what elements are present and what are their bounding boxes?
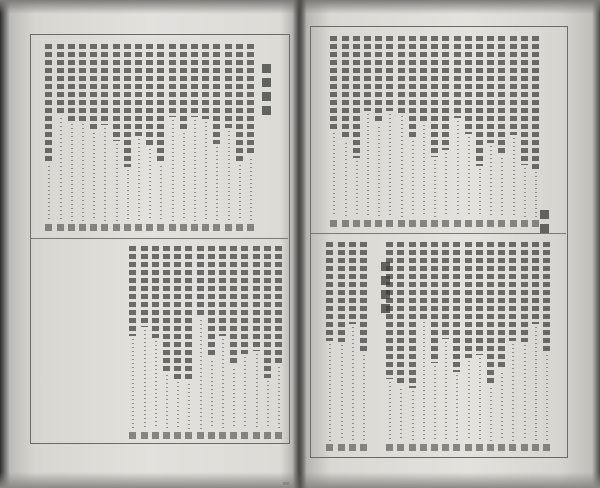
- left-upper-entry-text: [213, 44, 220, 144]
- right-upper-entry: [465, 36, 473, 228]
- right-lower-a-entry: [431, 242, 439, 452]
- right-upper-entry-leader: [445, 153, 447, 217]
- left-upper-entry-text: [57, 44, 64, 115]
- left-lower-entry-page: [163, 432, 170, 439]
- left-upper-entry-leader: [239, 165, 241, 221]
- right-upper-entry: [442, 36, 450, 228]
- right-divider: [310, 233, 566, 234]
- left-lower-entry-leader: [200, 320, 202, 429]
- right-upper-entry-text: [454, 36, 461, 118]
- right-lower-a-entry: [487, 242, 495, 452]
- left-upper-entry-leader: [149, 149, 151, 221]
- right-lower-a-entry-text: [409, 242, 416, 388]
- right-upper-entry-leader: [513, 138, 515, 217]
- left-upper-entry-leader: [60, 118, 62, 221]
- left-upper-entry: [247, 44, 255, 232]
- left-lower-entry-text: [219, 246, 226, 336]
- right-upper-entry-leader: [378, 127, 380, 217]
- right-lower-a-entry-page: [476, 444, 483, 451]
- left-upper-entry-page: [124, 224, 131, 231]
- right-lower-a-entry-page: [386, 444, 393, 451]
- left-upper-entry-leader: [93, 133, 95, 221]
- left-upper-entry-text: [90, 44, 97, 130]
- left-lower-entry-text: [152, 246, 159, 338]
- left-lower-entry-page: [152, 432, 159, 439]
- left-upper-entry-text: [79, 44, 86, 121]
- right-lower-a-entry: [386, 242, 394, 452]
- left-lower-entry-page: [275, 432, 282, 439]
- left-lower-entry-leader: [132, 339, 134, 429]
- right-upper-entry: [398, 36, 406, 228]
- right-lower-b-entry-page: [338, 444, 345, 451]
- right-lower-a-entry: [521, 242, 529, 452]
- right-upper-entry: [510, 36, 518, 228]
- right-lower-a-entry: [543, 242, 551, 452]
- right-lower-a-entry-text: [476, 242, 483, 355]
- right-upper-entry-page: [442, 220, 449, 227]
- right-upper-entry-text: [353, 36, 360, 158]
- left-upper-entry-page: [236, 224, 243, 231]
- left-divider: [30, 238, 288, 239]
- right-lower-a-entry-page: [409, 444, 416, 451]
- left-lower-entry-page: [185, 432, 192, 439]
- right-upper-entry: [487, 36, 495, 228]
- right-lower-a-entry-leader: [501, 373, 503, 441]
- left-lower-entry-text: [141, 246, 148, 327]
- left-upper-entry: [124, 44, 132, 232]
- heading-glyph: [381, 290, 390, 299]
- right-lower-a-entry-page: [509, 444, 516, 451]
- right-lower-a-entry: [509, 242, 517, 452]
- right-upper-entry-text: [465, 36, 472, 134]
- left-lower-entry-text: [241, 246, 248, 354]
- left-lower-entry-page: [141, 432, 148, 439]
- right-lower-a-entry-text: [509, 242, 516, 341]
- right-lower-a-entry-page: [442, 444, 449, 451]
- left-lower-entry-leader: [188, 384, 190, 429]
- left-lower-entry-text: [185, 246, 192, 381]
- left-upper-entry-page: [146, 224, 153, 231]
- right-upper-entry-text: [342, 36, 349, 140]
- left-upper-entry: [90, 44, 98, 232]
- left-lower-entry-leader: [244, 357, 246, 429]
- left-lower-entry-text: [208, 246, 215, 358]
- left-lower-entry: [208, 246, 216, 440]
- right-lower-a-entry: [465, 242, 473, 452]
- left-upper-entry-text: [124, 44, 131, 167]
- left-upper-entry-page: [135, 224, 142, 231]
- left-upper-entry-leader: [138, 139, 140, 221]
- left-upper-entry-page: [191, 224, 198, 231]
- left-lower-entry-leader: [278, 367, 280, 429]
- right-upper-entry: [342, 36, 350, 228]
- left-lower-entry: [129, 246, 137, 440]
- right-lower-a-entry: [498, 242, 506, 452]
- right-upper-entry: [353, 36, 361, 228]
- right-upper-entry-text: [364, 36, 371, 111]
- right-lower-b-entry-text: [360, 242, 367, 352]
- heading-glyph: [540, 210, 549, 219]
- right-upper-entry: [431, 36, 439, 228]
- left-upper-entry: [202, 44, 210, 232]
- left-upper-entry-text: [202, 44, 209, 119]
- right-lower-b-entry-page: [326, 444, 333, 451]
- right-upper-entry-page: [487, 220, 494, 227]
- right-upper-entry-leader: [479, 169, 481, 217]
- right-upper-entry: [375, 36, 383, 228]
- right-lower-a-entry: [453, 242, 461, 452]
- left-upper-entry-text: [236, 44, 243, 162]
- left-lower-entry: [241, 246, 249, 440]
- left-lower-entry: [141, 246, 149, 440]
- left-lower-entry: [152, 246, 160, 440]
- left-lower-entry-page: [264, 432, 271, 439]
- left-upper-entry-leader: [250, 159, 252, 221]
- right-upper-entry: [330, 36, 338, 228]
- right-lower-a-entry-leader: [445, 342, 447, 441]
- right-upper-entry-text: [398, 36, 405, 113]
- right-upper-entry-page: [431, 220, 438, 227]
- right-upper-entry-leader: [333, 133, 335, 217]
- left-upper-entry: [135, 44, 143, 232]
- right-lower-a-entry-page: [453, 444, 460, 451]
- right-upper-entry-page: [532, 220, 539, 227]
- right-lower-a-entry-leader: [389, 382, 391, 441]
- right-upper-entry-leader: [535, 172, 537, 217]
- right-upper-entry-text: [442, 36, 449, 150]
- right-upper-entry-leader: [524, 168, 526, 217]
- left-upper-entry: [45, 44, 53, 232]
- right-upper-entry-leader: [389, 114, 391, 217]
- left-upper-entry-text: [157, 44, 164, 163]
- left-lower-entry-leader: [144, 330, 146, 429]
- right-lower-a-entry-page: [543, 444, 550, 451]
- left-upper-entry-text: [180, 44, 187, 130]
- right-upper-entry-text: [420, 36, 427, 122]
- right-lower-b-entry-page: [360, 444, 367, 451]
- left-upper-entry-text: [146, 44, 153, 146]
- right-upper-entry-leader: [412, 141, 414, 217]
- left-upper-entry-text: [68, 44, 75, 121]
- left-upper-entry-page: [68, 224, 75, 231]
- right-lower-a-entry: [476, 242, 484, 452]
- left-upper-entry-page: [202, 224, 209, 231]
- right-upper-entry-text: [409, 36, 416, 138]
- right-lower-a-entry-text: [487, 242, 494, 385]
- left-lower-entry: [230, 246, 238, 440]
- right-upper-entry: [476, 36, 484, 228]
- right-upper-entry-leader: [434, 160, 436, 217]
- right-lower-a-entry-page: [420, 444, 427, 451]
- right-lower-a-entry-leader: [546, 355, 548, 441]
- right-upper-entry-text: [386, 36, 393, 111]
- left-upper-entry-text: [225, 44, 232, 128]
- right-lower-a-entry-text: [397, 242, 404, 386]
- right-upper-entry-leader: [401, 116, 403, 217]
- left-lower-entry-leader: [155, 341, 157, 429]
- left-upper-entry-page: [213, 224, 220, 231]
- right-upper-entry: [532, 36, 540, 228]
- left-upper-entry: [169, 44, 177, 232]
- right-upper-entry: [420, 36, 428, 228]
- left-lower-entry-text: [129, 246, 136, 336]
- right-upper-entry: [498, 36, 506, 228]
- right-upper-entry-text: [498, 36, 505, 155]
- left-upper-entry-page: [57, 224, 64, 231]
- left-upper-entry-text: [101, 44, 108, 125]
- right-lower-a-entry-page: [431, 444, 438, 451]
- right-upper-entry-page: [465, 220, 472, 227]
- left-upper-entry: [157, 44, 165, 232]
- heading-glyph: [540, 224, 549, 233]
- left-upper-entry: [146, 44, 154, 232]
- right-lower-b-entry-text: [326, 242, 333, 341]
- right-lower-a-entry-text: [521, 242, 528, 342]
- right-lower-a-entry-text: [442, 242, 449, 339]
- left-upper-entry-page: [169, 224, 176, 231]
- left-upper-entry-page: [247, 224, 254, 231]
- right-lower-a-entry-leader: [512, 344, 514, 441]
- right-upper-entry-page: [375, 220, 382, 227]
- left-upper-entry-page: [225, 224, 232, 231]
- left-lower-entry-text: [264, 246, 271, 378]
- left-upper-entry-page: [90, 224, 97, 231]
- right-upper-entry-page: [330, 220, 337, 227]
- right-upper-entry-page: [342, 220, 349, 227]
- left-upper-entry: [236, 44, 244, 232]
- right-upper-entry-text: [375, 36, 382, 124]
- right-lower-a-entry: [409, 242, 417, 452]
- right-lower-a-entry-leader: [524, 345, 526, 441]
- left-lower-entry: [275, 246, 283, 440]
- left-lower-entry-page: [230, 432, 237, 439]
- left-upper-entry: [225, 44, 233, 232]
- right-upper-entry-text: [476, 36, 483, 166]
- left-lower-entry-text: [163, 246, 170, 372]
- left-upper-entry-leader: [228, 131, 230, 221]
- right-upper-entry-leader: [468, 137, 470, 217]
- right-lower-a-entry-leader: [400, 389, 402, 441]
- left-upper-entry-page: [101, 224, 108, 231]
- left-lower-entry-leader: [166, 375, 168, 429]
- right-lower-a-entry: [397, 242, 405, 452]
- left-upper-entry: [213, 44, 221, 232]
- right-lower-a-entry-text: [431, 242, 438, 363]
- right-lower-b-entry-text: [349, 242, 356, 324]
- left-upper-entry-text: [169, 44, 176, 117]
- left-lower-entry-text: [253, 246, 260, 351]
- heading-glyph: [262, 78, 271, 87]
- left-lower-entry-leader: [177, 382, 179, 429]
- left-upper-entry-leader: [183, 133, 185, 221]
- left-upper-entry-leader: [194, 120, 196, 221]
- right-lower-b-entry-leader: [341, 345, 343, 441]
- heading-glyph: [262, 64, 271, 73]
- right-upper-entry-page: [420, 220, 427, 227]
- left-upper-entry-page: [180, 224, 187, 231]
- right-upper-entry-text: [510, 36, 517, 135]
- right-upper-entry-page: [398, 220, 405, 227]
- right-upper-entry: [521, 36, 529, 228]
- right-upper-entry-page: [454, 220, 461, 227]
- right-lower-a-entry-leader: [479, 358, 481, 441]
- right-upper-entry-page: [498, 220, 505, 227]
- left-upper-entry-text: [247, 44, 254, 156]
- left-lower-entry: [264, 246, 272, 440]
- left-upper-entry-leader: [160, 166, 162, 221]
- right-upper-entry-leader: [345, 143, 347, 217]
- right-lower-a-entry-text: [453, 242, 460, 372]
- left-lower-entry-page: [197, 432, 204, 439]
- left-lower-entry: [197, 246, 205, 440]
- left-lower-entry-leader: [233, 369, 235, 429]
- left-upper-entry-leader: [216, 147, 218, 221]
- right-lower-a-entry-text: [498, 242, 505, 370]
- left-lower-entry-text: [275, 246, 282, 364]
- left-upper-entry-text: [45, 44, 52, 163]
- right-lower-a-entry-page: [465, 444, 472, 451]
- right-upper-entry: [386, 36, 394, 228]
- book-gutter: [293, 0, 307, 488]
- right-upper-entry-page: [476, 220, 483, 227]
- right-upper-entry-text: [532, 36, 539, 169]
- left-upper-entry-page: [45, 224, 52, 231]
- right-lower-a-entry-leader: [423, 322, 425, 441]
- left-upper-entry-leader: [116, 144, 118, 221]
- left-lower-entry: [185, 246, 193, 440]
- left-upper-entry-leader: [172, 120, 174, 221]
- left-upper-entry-leader: [48, 166, 50, 221]
- right-lower-a-entry: [420, 242, 428, 452]
- left-lower-entry-leader: [267, 381, 269, 429]
- left-upper-entry-text: [135, 44, 142, 136]
- right-lower-a-entry-page: [521, 444, 528, 451]
- right-upper-entry: [364, 36, 372, 228]
- right-upper-entry-page: [510, 220, 517, 227]
- right-lower-a-entry-text: [543, 242, 550, 352]
- left-upper-entry-page: [113, 224, 120, 231]
- right-lower-b-entry-leader: [352, 327, 354, 441]
- left-upper-entry: [57, 44, 65, 232]
- left-upper-entry: [68, 44, 76, 232]
- page-number: [283, 482, 289, 485]
- left-upper-entry-leader: [104, 128, 106, 221]
- right-upper-entry-text: [431, 36, 438, 157]
- right-lower-a-entry-text: [420, 242, 427, 319]
- heading-glyph: [262, 106, 271, 115]
- left-lower-entry: [174, 246, 182, 440]
- right-upper-entry-text: [521, 36, 528, 165]
- heading-glyph: [381, 304, 390, 313]
- right-lower-b-entry: [360, 242, 368, 452]
- right-lower-b-entry: [326, 242, 334, 452]
- right-upper-entry-page: [521, 220, 528, 227]
- left-upper-entry-page: [79, 224, 86, 231]
- right-lower-a-entry-leader: [434, 366, 436, 441]
- left-upper-entry: [113, 44, 121, 232]
- right-upper-entry-page: [409, 220, 416, 227]
- left-upper-entry-text: [113, 44, 120, 141]
- left-lower-entry-leader: [211, 361, 213, 429]
- right-lower-a-entry: [442, 242, 450, 452]
- left-upper-entry-page: [157, 224, 164, 231]
- left-upper-entry: [180, 44, 188, 232]
- right-upper-entry-leader: [423, 125, 425, 217]
- right-lower-a-entry-text: [465, 242, 472, 358]
- right-upper-entry-leader: [490, 146, 492, 217]
- left-upper-entry-leader: [127, 170, 129, 221]
- right-lower-a-entry-leader: [412, 391, 414, 441]
- left-lower-entry-text: [230, 246, 237, 366]
- left-lower-entry: [253, 246, 261, 440]
- left-upper-entry-leader: [71, 124, 73, 221]
- right-lower-b-entry-leader: [329, 344, 331, 441]
- right-upper-entry-leader: [501, 158, 503, 217]
- right-upper-entry-leader: [367, 114, 369, 217]
- right-lower-a-entry-page: [397, 444, 404, 451]
- left-upper-entry-text: [191, 44, 198, 117]
- right-upper-entry-leader: [457, 121, 459, 217]
- right-lower-b-entry-page: [349, 444, 356, 451]
- right-lower-a-entry-leader: [456, 375, 458, 441]
- left-lower-entry: [219, 246, 227, 440]
- right-lower-a-entry-page: [532, 444, 539, 451]
- left-lower-entry: [163, 246, 171, 440]
- left-upper-entry-leader: [82, 124, 84, 221]
- left-upper-entry-leader: [205, 122, 207, 221]
- right-lower-a-entry: [532, 242, 540, 452]
- right-lower-b-entry: [349, 242, 357, 452]
- right-lower-a-entry-text: [532, 242, 539, 324]
- heading-glyph: [381, 276, 390, 285]
- left-lower-entry-page: [253, 432, 260, 439]
- right-lower-a-entry-page: [498, 444, 505, 451]
- left-upper-entry: [79, 44, 87, 232]
- right-lower-a-entry-leader: [468, 361, 470, 441]
- left-lower-entry-page: [174, 432, 181, 439]
- right-upper-entry-page: [386, 220, 393, 227]
- right-upper-entry-leader: [356, 161, 358, 217]
- left-lower-entry-page: [129, 432, 136, 439]
- right-lower-a-entry-page: [487, 444, 494, 451]
- right-lower-a-entry-leader: [535, 327, 537, 441]
- heading-glyph: [262, 92, 271, 101]
- right-upper-entry-text: [487, 36, 494, 143]
- left-upper-entry: [191, 44, 199, 232]
- left-upper-entry: [101, 44, 109, 232]
- right-upper-entry: [409, 36, 417, 228]
- right-lower-b-entry-leader: [363, 355, 365, 441]
- left-lower-entry-leader: [256, 354, 258, 429]
- right-lower-a-entry-leader: [490, 388, 492, 441]
- right-upper-entry-page: [353, 220, 360, 227]
- left-lower-entry-page: [219, 432, 226, 439]
- right-upper-entry-text: [330, 36, 337, 130]
- left-lower-entry-text: [197, 246, 204, 317]
- left-lower-entry-leader: [222, 339, 224, 429]
- heading-glyph: [381, 262, 390, 271]
- right-upper-entry-page: [364, 220, 371, 227]
- right-lower-b-entry: [338, 242, 346, 452]
- right-lower-b-entry-text: [338, 242, 345, 342]
- left-lower-entry-text: [174, 246, 181, 379]
- left-lower-entry-page: [208, 432, 215, 439]
- right-upper-entry: [454, 36, 462, 228]
- left-lower-entry-page: [241, 432, 248, 439]
